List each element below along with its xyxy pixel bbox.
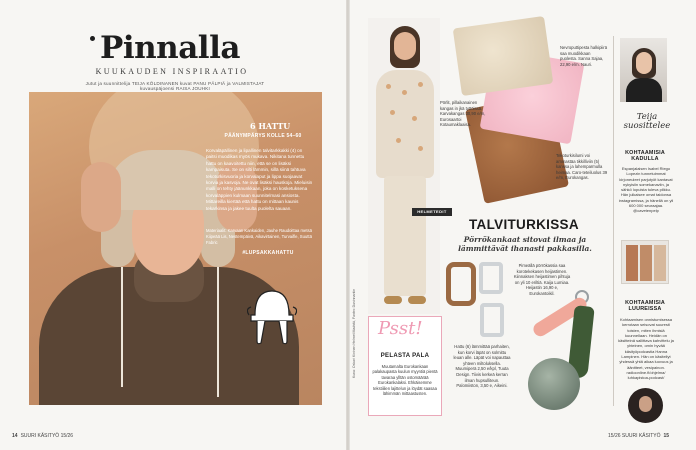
caption-pompom: Hattu (6) lämmittää parhaiten, kun korvi läpät on solmittu leuan alle. Läpät voi napauttaa yhteen miltoluksella. Muumiperä 2,50 e/kpl, Tuuta Design. Tiivis kerkeä kerran ilman hupsulliteun. Palomiiston, 3,50 e, Aikeini.: [453, 344, 511, 389]
sidebar-heading-1: KOHTAAMISIA KADULLA: [625, 150, 665, 163]
caption-buckles: Pimeällä pörrökassia saa korotekekasen heijastimen. Kiinnaksen heijastimen pihtuja on yli 10 eriltiä. Kaija Lumiaa. Heijastin 16,90 e, Eurokantoikil.: [513, 263, 571, 296]
fur-pompom-shape: [528, 358, 580, 410]
page-number-right: 15: [663, 433, 670, 439]
jacket-dot: [418, 146, 423, 151]
folio-text-left: SUURI KÄSITYÖ 15/26: [20, 433, 74, 439]
jacket-dot: [386, 84, 391, 89]
thumb-figure: [654, 245, 666, 281]
caption-brown: Tekoturkisilumi voi ammastäa tikkilliviin (5) kanssa ja lahemparmulla heimaa. Caro-teteiluolus 39 e/m, Eurokangas.: [556, 153, 608, 181]
thumb-figure: [626, 245, 638, 281]
jacket-dot: [390, 110, 395, 115]
shoe-shape: [408, 296, 426, 304]
jacket-dot: [418, 82, 423, 87]
hat-size: PÄÄNYMPÄRYS KOLLE 54–60: [224, 133, 302, 139]
jacket-dot: [396, 138, 401, 143]
section-heading: TALVITURKISSA: [469, 217, 579, 232]
editor-face-shape: [636, 52, 652, 74]
editor-signature: Teija suosittelee: [623, 112, 671, 131]
pants-shape: [384, 176, 426, 296]
cream-fur-swatch: [453, 16, 554, 96]
page-subtitle: KUUKAUDEN INSPIRAATIO: [95, 67, 249, 76]
folio-left: [12, 433, 73, 439]
credit-line: Jutut ja suunnittelija TEIJA KÖLDINANEN kuvat PANU PÄLPIÄ ja VALMISTAJAT kuvauspäjoensi RAISA JOUHKI: [85, 81, 265, 91]
psst-label: Psst!: [378, 318, 423, 339]
sidebar-heading-2: KOHTAAMISIA LUUREISSA: [625, 300, 665, 313]
helmetedit-tag: HELMETEDIT: [412, 208, 452, 216]
editor-body-shape: [626, 78, 662, 102]
hat-description: Korvaläpällinen ja lipallinen talvitarkkakki (4) on paitsi muodikas myös mukava. Nikitana tunnettu hattu on kaavoitettu niin, että se on lisäksi kampaisuta. Se on silti lämmin, sillä siinä tahtuva tekoturkisvuoria ja korvalaput ja lippa suojaavat korvia ja kasvoja. Ne ovat lisäksi hauskoja. Mieluisin malli on tehty jäänunkkaan, joka on kosketuksena korvaläppien kulmaan suunnitelmasi ansiosta. Mittareilla kiertää että hattu on mittaan kaunis tekarkinsa ja jakee tuulta puolelta sauaan.: [206, 148, 313, 211]
reflector-buckle-shape: [479, 262, 503, 294]
shoe-shape: [384, 296, 402, 304]
street-style-thumbnail: [621, 240, 669, 284]
face-shape: [394, 32, 416, 60]
reflector-buckle-shape: [480, 303, 504, 337]
folio-text-right: 15/26 SUURI KÄSITYÖ: [608, 433, 661, 439]
left-page: [0, 0, 346, 450]
page-title: Pinnalla: [100, 30, 240, 66]
folio-right: [608, 433, 669, 439]
hat-hashtag: #LUPSAKKAHATTU: [242, 250, 294, 256]
fleece-jacket-shape: [376, 70, 434, 178]
section-lead: Pörrökankaat sitovat ilmaa ja lämmittävät ihanasti pakkasilla.: [458, 235, 592, 253]
hat-number: 6 HATTU: [250, 121, 291, 131]
caption-pink: Pörlit, pillaikanainen kangas in jkä tyttöissä. Karvakangas 30,90 e/m, Eurosaartoi Kotaumaklaaisa.: [440, 100, 486, 128]
thumb-figure: [640, 245, 652, 281]
hat-string-right: [217, 267, 219, 397]
sidebar-divider: [613, 36, 614, 406]
psst-heading: PELASTA PALA: [380, 353, 430, 359]
jacket-dot: [402, 90, 407, 95]
photo-credit: Kuva: Oskari Kivinen Helmet Madstä, Fantec Dusinnantie: [352, 288, 356, 378]
hat-sketch-icon: [247, 285, 297, 345]
fleece-model-photo: [368, 18, 440, 314]
podcast-host-avatar: [628, 388, 663, 423]
brown-buckle-shape: [446, 262, 476, 306]
hat-string-left: [121, 267, 123, 387]
page-number-left: 14: [12, 433, 18, 439]
sidebar-text-1: Espanjalaisen Isabel Riego Lopezin tunnetuimmat kirjoneuleet parjutyöt kantavat nykyisiin somekanaviin, ja sähkö lopuista tuleva pilkku. Hän julkaisee omat taidonsa instagramissa, ja hänellä on yli 600 000 seuraajaa. @cavetenpelp: [618, 166, 674, 214]
hat-materials: Materiaalit: Karvaan Kankaiden, Jauhe Raudoittaa metsä Kiipeää Lis, Nestempäivä, Aikavirtainen, Turvaifle, Suuttä Fabric: [206, 228, 312, 245]
jacket-dot: [412, 116, 417, 121]
psst-text: Muutamalta Eurokankaan palakaupasta kuulun myyntiä pientä tavaraa ylltän ostomäärää Eurokankalaksi. Ehkäisemme tekstiilien lajittelun ja löydät saasaa lähimmän mittaastusten.: [372, 364, 438, 397]
editor-portrait: [620, 38, 667, 102]
sidebar-text-2: Kohtaamisen onnistumisessa kerrotaan seisovat suuresti toisten, miten ihmisiä kuunnellaan. Heidän on käsitteinä sallittava kahvittelu ja yhteinen, omin hyvää käsityöpodcastia Hanna Lampinen. Hän on käsitellyt yhdessä yhtä aikaa luovuus ja äänitteet, vesipainon. radioonline.fi/ohjelma/ luhkapistoa-podcast/: [618, 317, 674, 381]
caption-cream: Nevroputtipesta halkipiirä saa muodikkaan puolesta. Sanna Sajaa, 22,90 e/m. Nauri.: [560, 45, 608, 67]
host-face-shape: [639, 396, 652, 412]
left-hand-shape: [81, 162, 121, 232]
